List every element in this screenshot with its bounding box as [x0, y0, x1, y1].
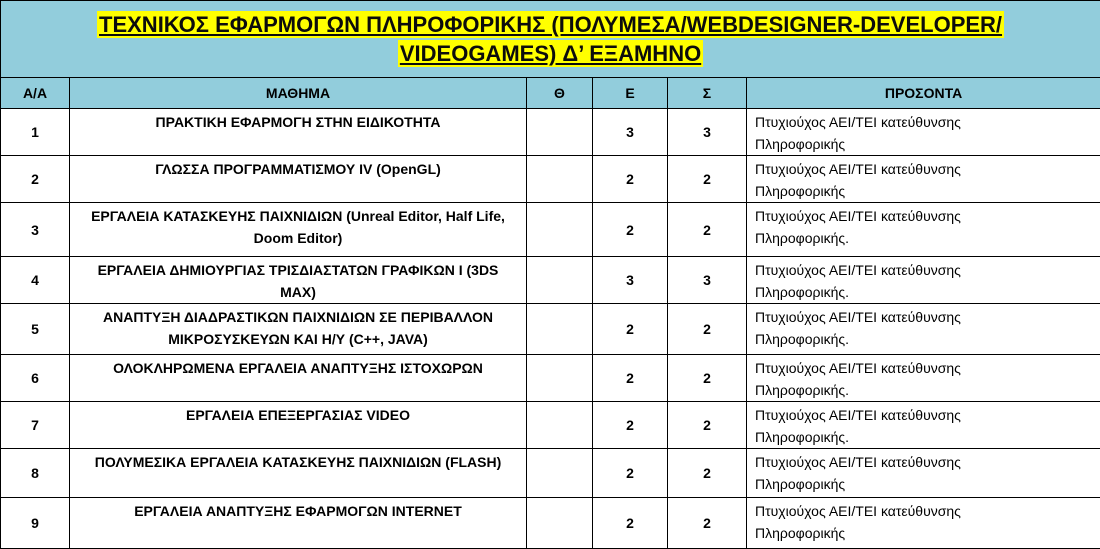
- s-value: 2: [668, 498, 747, 549]
- qualifications: [747, 257, 1100, 304]
- qualifications: [747, 449, 1100, 498]
- qualifications: [747, 498, 1100, 549]
- qualification-line-1: Πτυχιούχος ΑΕΙ/ΤΕΙ κατεύθυνσης: [755, 454, 961, 470]
- qualifications: [747, 156, 1100, 203]
- s-value: 2: [668, 304, 747, 355]
- qualifications: [747, 355, 1100, 402]
- e-value: 3: [593, 109, 668, 156]
- theta-value: [527, 355, 593, 402]
- theta-value: [527, 203, 593, 257]
- qualification-line-2: Πληροφορικής: [755, 136, 845, 152]
- qualifications: [747, 402, 1100, 449]
- qualification-line-2: Πληροφορικής.: [755, 382, 849, 398]
- s-value: 2: [668, 402, 747, 449]
- qualification-line-2: Πληροφορικής.: [755, 284, 849, 300]
- s-value: 2: [668, 355, 747, 402]
- header-course: ΜΑΘΗΜΑ: [70, 78, 527, 109]
- e-value: 2: [593, 449, 668, 498]
- header-s: Σ: [668, 78, 747, 109]
- table-row: [1, 304, 1100, 355]
- row-number: 2: [1, 156, 70, 203]
- e-value: 3: [593, 257, 668, 304]
- s-value: 2: [668, 203, 747, 257]
- table-row: [1, 257, 1100, 304]
- qualifications: [747, 203, 1100, 257]
- table-row: [1, 449, 1100, 498]
- qualification-line-1: Πτυχιούχος ΑΕΙ/ΤΕΙ κατεύθυνσης: [755, 161, 961, 177]
- title-line-2: VIDEOGAMES) Δ’ ΕΞΑΜΗΝΟ: [398, 40, 703, 67]
- row-number: 4: [1, 257, 70, 304]
- course-name: ΕΡΓΑΛΕΙΑ ΚΑΤΑΣΚΕΥΗΣ ΠΑΙΧΝΙΔΙΩΝ (Unreal Editor, Half Life, Doom Editor): [70, 203, 527, 257]
- course-name: ΠΟΛΥΜΕΣΙΚΑ ΕΡΓΑΛΕΙΑ ΚΑΤΑΣΚΕΥΗΣ ΠΑΙΧΝΙΔΙΩΝ (FLASH): [70, 449, 527, 498]
- theta-value: [527, 449, 593, 498]
- row-number: 6: [1, 355, 70, 402]
- qualification-line-2: Πληροφορικής: [755, 525, 845, 541]
- qualifications: [747, 109, 1100, 156]
- qualification-line-1: Πτυχιούχος ΑΕΙ/ΤΕΙ κατεύθυνσης: [755, 360, 961, 376]
- e-value: 2: [593, 156, 668, 203]
- course-name: ΑΝΑΠΤΥΞΗ ΔΙΑΔΡΑΣΤΙΚΩΝ ΠΑΙΧΝΙΔΙΩΝ ΣΕ ΠΕΡΙΒΑΛΛΟΝ ΜΙΚΡΟΣΥΣΚΕΥΩΝ ΚΑΙ Η/Υ (C++, JAVA): [70, 304, 527, 355]
- theta-value: [527, 257, 593, 304]
- table-row: [1, 402, 1100, 449]
- header-theta: Θ: [527, 78, 593, 109]
- s-value: 2: [668, 156, 747, 203]
- row-number: 5: [1, 304, 70, 355]
- course-name: ΕΡΓΑΛΕΙΑ ΑΝΑΠΤΥΞΗΣ ΕΦΑΡΜΟΓΩΝ INTERNET: [70, 498, 527, 549]
- course-name: ΟΛΟΚΛΗΡΩΜΕΝΑ ΕΡΓΑΛΕΙΑ ΑΝΑΠΤΥΞΗΣ ΙΣΤΟΧΩΡΩΝ: [70, 355, 527, 402]
- row-number: 9: [1, 498, 70, 549]
- e-value: 2: [593, 498, 668, 549]
- table-title: [1, 1, 1100, 78]
- theta-value: [527, 304, 593, 355]
- theta-value: [527, 156, 593, 203]
- header-aa: Α/Α: [1, 78, 70, 109]
- qualification-line-1: Πτυχιούχος ΑΕΙ/ΤΕΙ κατεύθυνσης: [755, 262, 961, 278]
- qualification-line-2: Πληροφορικής: [755, 476, 845, 492]
- theta-value: [527, 498, 593, 549]
- e-value: 2: [593, 304, 668, 355]
- row-number: 3: [1, 203, 70, 257]
- table-row: [1, 109, 1100, 156]
- table-row: [1, 498, 1100, 549]
- e-value: 2: [593, 203, 668, 257]
- row-number: 7: [1, 402, 70, 449]
- theta-value: [527, 109, 593, 156]
- qualification-line-2: Πληροφορικής: [755, 183, 845, 199]
- qualification-line-2: Πληροφορικής.: [755, 331, 849, 347]
- qualification-line-2: Πληροφορικής.: [755, 429, 849, 445]
- s-value: 3: [668, 109, 747, 156]
- qualification-line-1: Πτυχιούχος ΑΕΙ/ΤΕΙ κατεύθυνσης: [755, 407, 961, 423]
- table-row: [1, 355, 1100, 402]
- table-row: [1, 203, 1100, 257]
- course-name: ΓΛΩΣΣΑ ΠΡΟΓΡΑΜΜΑΤΙΣΜΟΥ IV (OpenGL): [70, 156, 527, 203]
- row-number: 1: [1, 109, 70, 156]
- header-e: Ε: [593, 78, 668, 109]
- s-value: 2: [668, 449, 747, 498]
- header-qualifications: ΠΡΟΣΟΝΤΑ: [747, 78, 1100, 109]
- theta-value: [527, 402, 593, 449]
- row-number: 8: [1, 449, 70, 498]
- course-name: ΕΡΓΑΛΕΙΑ ΔΗΜΙΟΥΡΓΙΑΣ ΤΡΙΣΔΙΑΣΤΑΤΩΝ ΓΡΑΦΙΚΩΝ Ι (3DS MAX): [70, 257, 527, 304]
- e-value: 2: [593, 355, 668, 402]
- course-name: ΕΡΓΑΛΕΙΑ ΕΠΕΞΕΡΓΑΣΙΑΣ VIDEO: [70, 402, 527, 449]
- course-name: ΠΡΑΚΤΙΚΗ ΕΦΑΡΜΟΓΗ ΣΤΗΝ ΕΙΔΙΚΟΤΗΤΑ: [70, 109, 527, 156]
- title-line-1: ΤΕΧΝΙΚΟΣ ΕΦΑΡΜΟΓΩΝ ΠΛΗΡΟΦΟΡΙΚΗΣ (ΠΟΛΥΜΕΣΑ/WEBDESIGNER-DEVELOPER/: [97, 11, 1004, 38]
- qualification-line-1: Πτυχιούχος ΑΕΙ/ΤΕΙ κατεύθυνσης: [755, 503, 961, 519]
- s-value: 3: [668, 257, 747, 304]
- qualification-line-1: Πτυχιούχος ΑΕΙ/ΤΕΙ κατεύθυνσης: [755, 208, 961, 224]
- qualification-line-2: Πληροφορικής.: [755, 230, 849, 246]
- e-value: 2: [593, 402, 668, 449]
- header-row: [1, 78, 1100, 109]
- qualifications: [747, 304, 1100, 355]
- table-row: [1, 156, 1100, 203]
- qualification-line-1: Πτυχιούχος ΑΕΙ/ΤΕΙ κατεύθυνσης: [755, 114, 961, 130]
- qualification-line-1: Πτυχιούχος ΑΕΙ/ΤΕΙ κατεύθυνσης: [755, 309, 961, 325]
